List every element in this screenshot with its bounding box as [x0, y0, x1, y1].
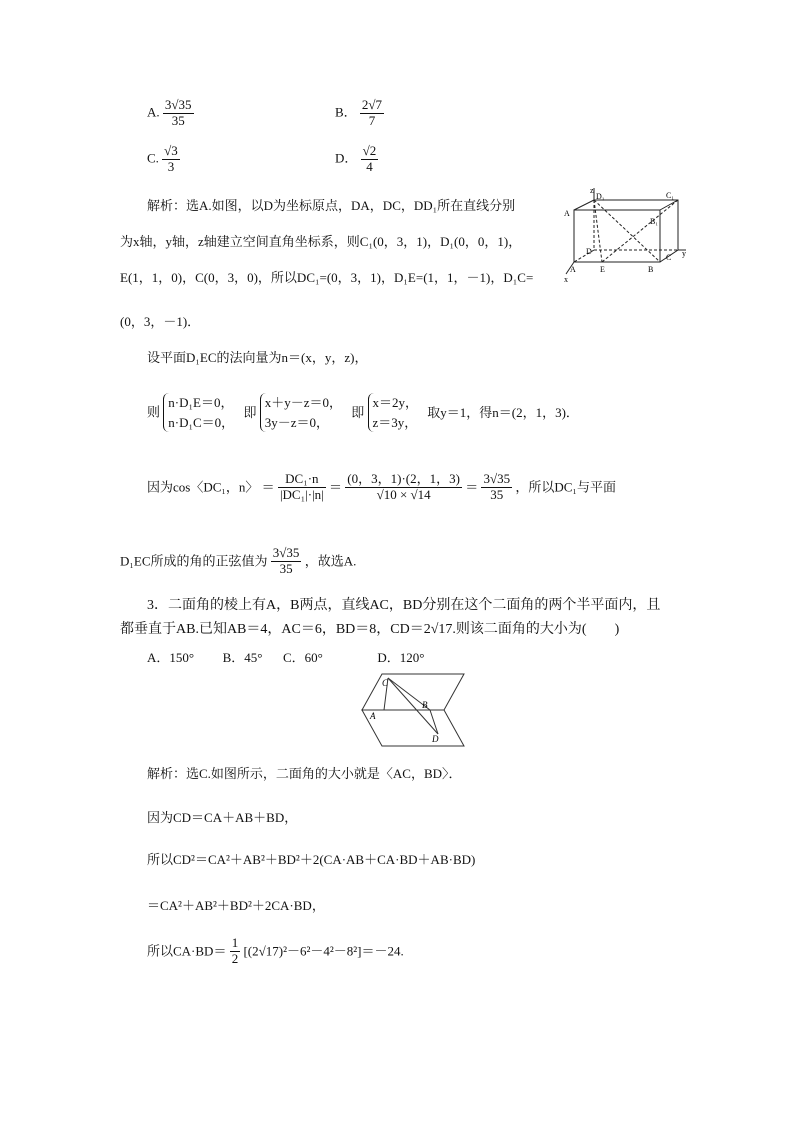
- option-c-fraction: [162, 144, 180, 175]
- dihedral-figure: [360, 670, 466, 750]
- cube-label-d: D: [586, 247, 592, 256]
- conclusion-prefix: D₁EC所成的角的正弦值为: [120, 553, 268, 569]
- solution1-line2: 为x轴，y轴，z轴建立空间直角坐标系，则C₁(0，3，1)，D₁(0，0，1)，: [120, 234, 522, 249]
- system-eq-2: n·D₁C＝0，: [168, 414, 235, 430]
- dihedral-label-c: C: [382, 678, 389, 688]
- cube-label-y: y: [682, 249, 686, 258]
- cos-formula: 因为cos〈DC₁，n〉 ＝ $\frac{\text{DC₁·n}}{\text{|DC₁|·|n|}}$ ＝ $\frac{(0,3,1)\cdot(2,1,3)}{√10 \times √14}$ ＝ $\frac{3√35}{35}$ ，所以DC₁与平面: [147, 471, 616, 502]
- cube-label-c: C: [666, 253, 672, 262]
- equation-system: [147, 393, 579, 432]
- option-b-den: 7: [368, 112, 376, 128]
- dihedral-label-d: D: [432, 734, 439, 744]
- problem3-line2: 都垂直于AB.已知AB＝4，AC＝6，BD＝8，CD＝2√17.则该二面角的大小为( ): [120, 622, 620, 637]
- system-ji-1: 即: [243, 404, 257, 420]
- option-a-label: A.: [147, 104, 160, 120]
- problem3-option-a: A．150°: [147, 650, 195, 665]
- option-a-den: 35: [171, 112, 185, 128]
- problem3-option-c: C．60°: [282, 650, 323, 665]
- problem3-line1: 3．二面角的棱上有A，B两点，直线AC，BD分别在这个二面角的两个半平面内，且: [147, 598, 661, 613]
- cube-label-b: B: [648, 265, 654, 274]
- conclusion-num: 3√35: [272, 545, 300, 560]
- system-then: 则: [147, 404, 161, 420]
- problem3-option-d: D．120°: [377, 650, 425, 665]
- solution3-half-den: 2: [231, 950, 239, 966]
- solution3-line5: [147, 936, 404, 967]
- solution3-line5-suffix: [(2√17)²－6²－4²－8²]＝－24.: [243, 943, 404, 959]
- cos-fraction-3: [481, 472, 512, 503]
- system-eq-1: n·D₁E＝0，: [168, 395, 234, 410]
- cos-f2-den: √10 × √14: [376, 486, 431, 502]
- cos-f1-den: |DC₁|·|n|: [279, 486, 324, 502]
- cube-label-c1: C₁: [666, 191, 675, 200]
- cos-suffix: ，所以DC₁与平面: [515, 479, 616, 495]
- cube-label-e: E: [600, 265, 605, 274]
- solution3-half-num: 1: [231, 935, 239, 950]
- solution1-conclusion: [120, 546, 356, 577]
- solution1-line5: 设平面D₁EC的法向量为n＝(x，y，z)，: [147, 350, 368, 365]
- cube-label-d1: D₁: [596, 192, 605, 201]
- conclusion-suffix: ，故选A.: [304, 553, 357, 569]
- option-a-fraction: [163, 98, 194, 129]
- solution3-line5-prefix: 所以CA·BD＝: [147, 943, 227, 959]
- option-a-num: 3√35: [164, 97, 192, 112]
- option-b-num: 2√7: [361, 97, 383, 112]
- option-d-den: 4: [366, 158, 373, 174]
- dihedral-label-a: A: [370, 711, 376, 721]
- cos-f2-num: (0，3，1)·(2，1，3): [347, 471, 460, 486]
- solution3-line4: ＝CA²＋AB²＋BD²＋2CA·BD，: [147, 898, 325, 913]
- solution3-half: [230, 936, 241, 967]
- cos-f3-den: 35: [490, 486, 504, 502]
- option-c-label: C.: [147, 150, 159, 166]
- system-c-2: z＝3y，: [372, 414, 418, 430]
- conclusion-fraction: [271, 546, 302, 577]
- cos-fraction-1: [278, 472, 326, 503]
- cube-label-b1: B₁: [650, 217, 659, 226]
- system-brace-1: [163, 393, 234, 432]
- option-d-label: D．: [335, 150, 358, 166]
- system-b-2: 3y－z＝0，: [264, 414, 329, 430]
- system-ji-2: 即: [351, 404, 365, 420]
- option-b: [335, 98, 384, 129]
- system-brace-3: [368, 393, 419, 432]
- conclusion-den: 35: [279, 560, 293, 576]
- system-tail: 取y＝1，得n＝(2，1，3)．: [427, 404, 579, 420]
- solution3-line3: 所以CD²＝CA²＋AB²＋BD²＋2(CA·AB＋CA·BD＋AB·BD): [147, 852, 476, 867]
- option-c-den: 3: [167, 158, 175, 174]
- cube-label-a: A: [570, 265, 576, 274]
- option-c-num: √3: [164, 143, 178, 158]
- solution3-line1: 解析：选C.如图所示，二面角的大小就是〈AC，BD〉．: [147, 766, 462, 781]
- cos-f3-num: 3√35: [483, 471, 511, 486]
- problem3-options: [147, 650, 424, 666]
- cube-figure: [562, 186, 692, 286]
- cube-label-a1: A: [564, 209, 570, 218]
- solution1-line1: 解析：选A.如图，以D为坐标原点，DA，DC，DD₁所在直线分别: [147, 198, 516, 213]
- solution3-line2: 因为CD＝CA＋AB＋BD，: [147, 810, 298, 825]
- system-brace-2: [260, 393, 342, 432]
- option-d: [335, 144, 378, 175]
- dihedral-label-b: B: [422, 700, 428, 710]
- cube-label-x: x: [564, 275, 568, 284]
- option-d-fraction: [361, 144, 379, 175]
- option-b-fraction: [360, 98, 384, 129]
- cos-prefix: 因为cos〈DC₁，n〉: [147, 479, 259, 495]
- option-c: [147, 144, 180, 175]
- cos-f1-num: DC₁·n: [278, 472, 326, 488]
- option-d-num: √2: [362, 143, 377, 158]
- solution1-line4: (0，3，－1)．: [120, 314, 201, 329]
- problem3-option-b: B．45°: [222, 650, 263, 665]
- solution1-line3: E(1，1，0)，C(0，3，0)，所以DC₁=(0，3，1)，D₁E=(1，1，－1)，D₁C=: [120, 270, 534, 285]
- system-c-1: x＝2y，: [372, 395, 419, 410]
- option-a: [147, 98, 194, 129]
- cos-fraction-2: [345, 472, 462, 503]
- cube-label-z: z: [590, 186, 594, 195]
- option-b-label: B．: [335, 104, 357, 120]
- system-b-1: x＋y－z＝0，: [264, 395, 342, 410]
